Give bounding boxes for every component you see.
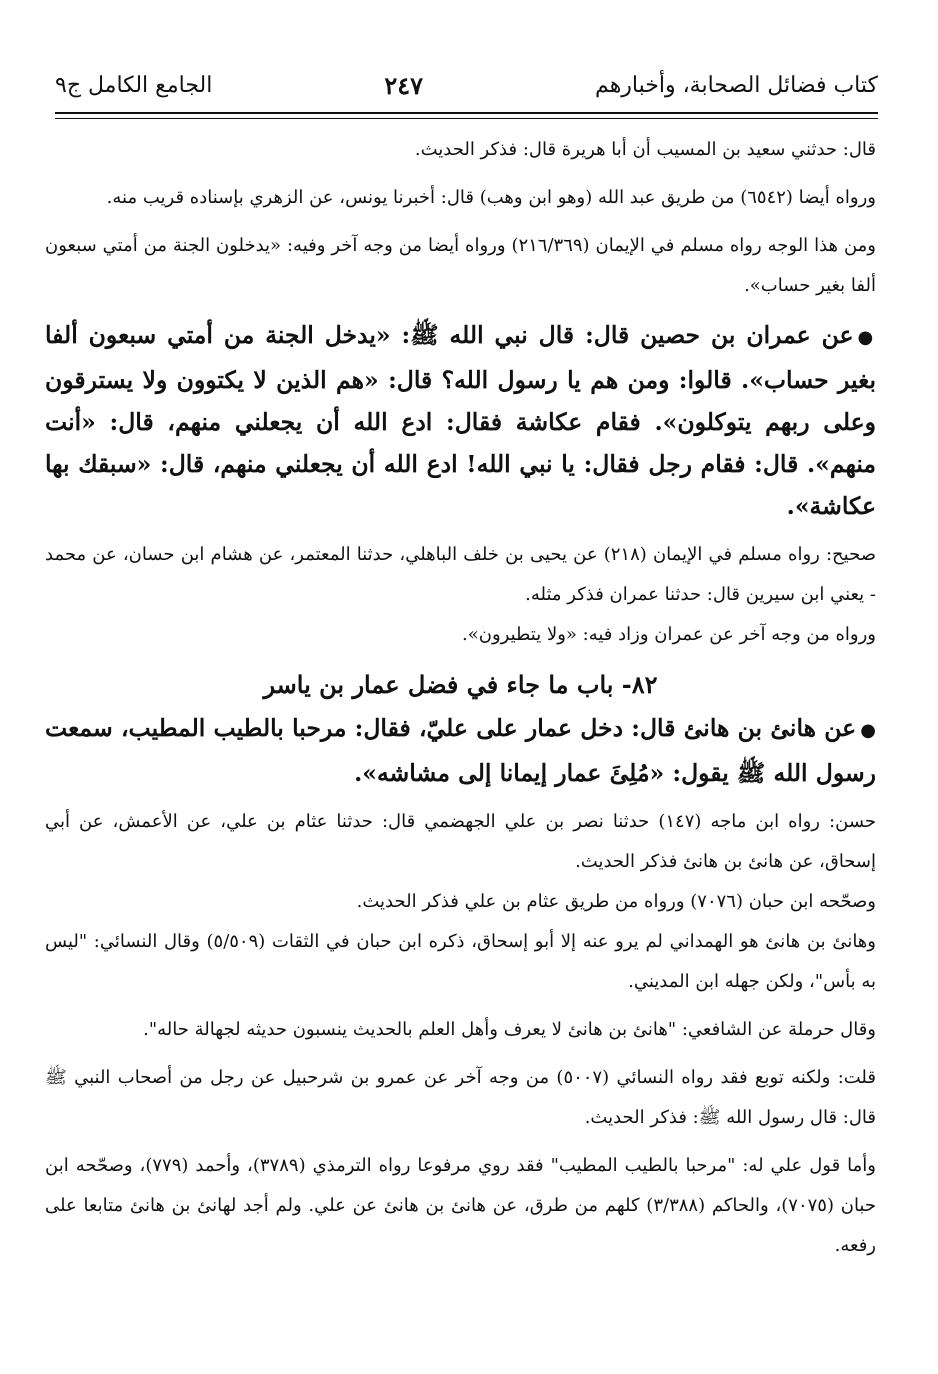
paragraph: صحيح: رواه مسلم في الإيمان (٢١٨) عن يحيى بن خلف الباهلي، حدثنا المعتمر، عن هشام ابن حسان، عن محمد - يعني ابن سيرين قال: حدثنا عمران فذكر مثله. xyxy=(45,544,876,605)
paragraph: وهانئ بن هانئ هو الهمداني لم يرو عنه إلا أبو إسحاق، ذكره ابن حبان في الثقات (٥/٥٠٩) وقال النسائي: "ليس به بأس"، ولكن جهله ابن المديني. xyxy=(45,931,876,992)
page-number: ٢٤٧ xyxy=(384,70,424,100)
paragraph: ورواه من وجه آخر عن عمران وزاد فيه: «ولا يتطيرون». xyxy=(462,624,876,645)
paragraph: ومن هذا الوجه رواه مسلم في الإيمان (٢١٦/٣٦٩) ورواه أيضا من وجه آخر وفيه: «يدخلون الجنة من أمتي سبعون ألفا بغير حساب». xyxy=(45,235,876,296)
paragraph: ورواه أيضا (٦٥٤٢) من طريق عبد الله (وهو ابن وهب) قال: أخبرنا يونس، عن الزهري بإسناده قريب منه. xyxy=(106,187,876,208)
bullet-icon: ● xyxy=(857,327,876,348)
paragraph: وقال حرملة عن الشافعي: "هانئ بن هانئ لا يعرف وأهل العلم بالحديث ينسبون حديثه لجهالة حاله". xyxy=(143,1019,876,1040)
paragraph: حسن: رواه ابن ماجه (١٤٧) حدثنا نصر بن علي الجهضمي قال: حدثنا عثام بن علي، عن الأعمش، عن أبي إسحاق، عن هانئ بن هانئ فذكر الحديث. xyxy=(45,811,876,872)
paragraph: قلت: ولكنه توبع فقد رواه النسائي (٥٠٠٧) من وجه آخر عن عمرو بن شرحبيل عن رجل من أصحاب النبي ﷺ قال: قال رسول الله ﷺ: فذكر الحديث. xyxy=(45,1067,876,1128)
paragraph: قال: حدثني سعيد بن المسيب أن أبا هريرة قال: فذكر الحديث. xyxy=(414,139,876,160)
header-book-title: كتاب فضائل الصحابة، وأخبارهم xyxy=(595,72,878,98)
header-volume-title: الجامع الكامل ج٩ xyxy=(55,72,213,98)
paragraph: وصحّحه ابن حبان (٧٠٧٦) ورواه من طريق عثام بن علي فذكر الحديث. xyxy=(356,891,876,912)
bullet-icon: ● xyxy=(860,720,876,741)
hadith-text xyxy=(45,707,876,794)
header-rule-thin xyxy=(55,118,878,119)
page-header xyxy=(55,60,878,110)
hadith-body: عن هانئ بن هانئ قال: دخل عمار على عليّ، فقال: مرحبا بالطيب المطيب، سمعت رسول الله ﷺ يقول: «مُلِئَ عمار إيمانا إلى مشاشه». xyxy=(45,714,876,787)
header-rule-thick xyxy=(55,112,878,114)
section-heading: ٨٢- باب ما جاء في فضل عمار بن ياسر xyxy=(263,670,658,699)
hadith-text xyxy=(45,314,876,527)
page-body xyxy=(45,130,876,1266)
hadith-body: عن عمران بن حصين قال: قال نبي الله ﷺ: «يدخل الجنة من أمتي سبعون ألفا بغير حساب». قالوا: ومن هم يا رسول الله؟ قال: «هم الذين لا يكتوون ولا يسترقون وعلى ربهم يتوكلون». فقام عكاشة فقال: ادع الله أن يجعلني منهم، قال: «أنت منهم». قال: فقام رجل فقال: يا نبي الله! ادع الله أن يجعلني منهم، قال: «سبقك بها عكاشة». xyxy=(45,321,876,520)
paragraph: وأما قول علي له: "مرحبا بالطيب المطيب" فقد روي مرفوعا رواه الترمذي (٣٧٨٩)، وأحمد (٧٧٩)، وصحّحه ابن حبان (٧٠٧٥)، والحاكم (٣/٣٨٨) كلهم من طرق، عن هانئ بن هانئ عن علي. ولم أجد لهانئ بن هانئ متابعا على رفعه. xyxy=(45,1155,876,1256)
